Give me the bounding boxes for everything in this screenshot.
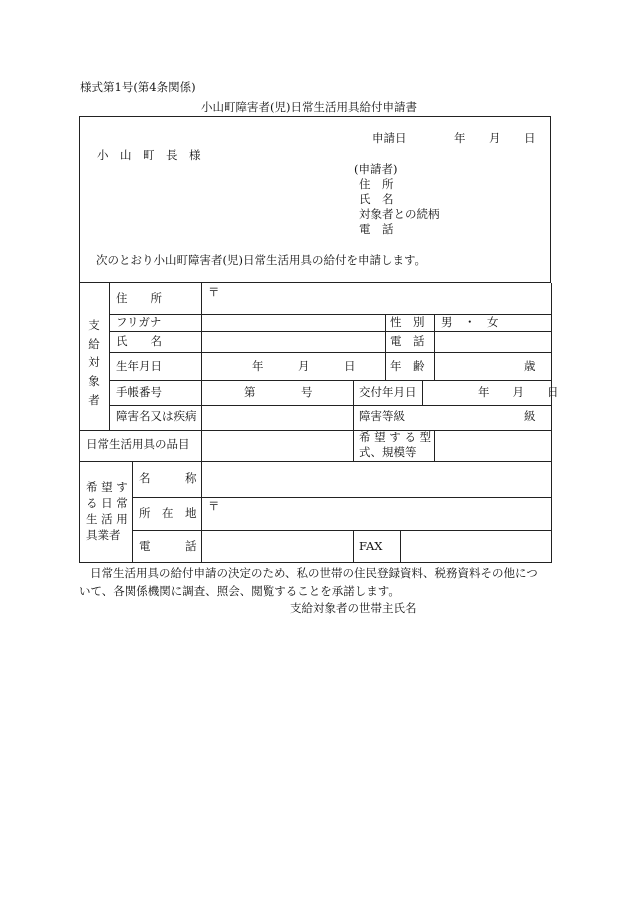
handbook-label: 手帳番号 [116,385,162,399]
col-line [353,430,354,461]
col-line [109,283,110,430]
furigana-label: フリガナ [116,315,162,329]
vendor-label-4: 具業者 [86,528,121,542]
model-label-1: 希 望 す る 型 [359,430,432,444]
table-right-border [551,283,552,562]
row-line [109,380,551,381]
gender-options: 男 ・ 女 [441,315,499,329]
row-line [132,530,551,531]
vendor-location-label: 所 在 地 [139,506,197,520]
recipient-address-label: 住 所 [116,291,162,305]
applicant-relation-label: 対象者との続柄 [359,207,440,221]
addressee: 小 山 町 長 様 [97,148,201,162]
form-title: 小山町障害者(児)日常生活用具給付申請書 [201,100,417,114]
issue-date-label: 交付年月日 [359,385,417,399]
row-line [79,430,551,431]
vendor-postal-mark: 〒 [208,499,220,513]
birth-label: 生年月日 [116,359,162,373]
issue-date: 年 月 日 [478,385,559,399]
age-label: 年 齢 [390,359,425,373]
applicant-address-label: 住 所 [359,177,394,191]
gender-label: 性 別 [390,315,425,329]
col-line [353,380,354,430]
applicant-name-label: 氏 名 [359,192,394,206]
signature-label: 支給対象者の世帯主氏名 [290,601,417,615]
col-line [132,461,133,562]
handbook-suffix: 号 [301,385,313,399]
application-year: 年 [454,131,466,145]
table-bottom-border [79,562,552,563]
col-line [434,314,435,380]
recipient-name-label: 氏 名 [116,334,162,348]
form-number: 様式第1号(第4条関係) [80,80,196,94]
age-unit: 歳 [524,359,536,373]
consent-line-2: いて、各関係機関に調査、照会、閲覧することを承諾します。 [79,584,400,598]
applicant-label: (申請者) [354,162,398,176]
col-line [353,530,354,562]
application-month: 月 [489,131,501,145]
col-line [400,530,401,562]
grade-label: 障害等級 [359,409,405,423]
vendor-label-2: る 日 常 [86,496,128,510]
birth-date: 年 月 日 [252,359,356,373]
application-date-label: 申請日 [372,131,407,145]
item-label: 日常生活用具の品目 [86,437,190,451]
row-line [132,497,551,498]
col-line [385,314,386,380]
recipient-section-label: 支給対象者 [88,318,100,407]
row-line [79,461,551,462]
recipient-phone-label: 電 話 [390,334,425,348]
model-label-2: 式、規模等 [359,445,417,459]
col-line [422,380,423,405]
grade-unit: 級 [524,409,536,423]
recipient-postal-mark: 〒 [208,285,220,299]
table-left-border [79,283,80,562]
vendor-phone-label: 電 話 [139,539,197,553]
applicant-phone-label: 電 話 [359,222,394,236]
col-line [201,283,202,562]
vendor-label-3: 生 活 用 [86,512,128,526]
handbook-prefix: 第 [244,385,256,399]
application-day: 日 [524,131,536,145]
row-line [109,352,551,353]
consent-line-1: 日常生活用具の給付申請の決定のため、私の世帯の住民登録資料、税務資料その他につ [90,566,538,580]
col-line [434,430,435,461]
vendor-label-1: 希 望 す [86,480,128,494]
row-line [109,405,551,406]
vendor-name-label: 名 称 [139,471,197,485]
disability-label: 障害名又は疾病 [116,409,197,423]
vendor-fax-label: FAX [359,539,383,553]
application-statement: 次のとおり小山町障害者(児)日常生活用具の給付を申請します。 [96,253,427,267]
row-line [109,331,551,332]
